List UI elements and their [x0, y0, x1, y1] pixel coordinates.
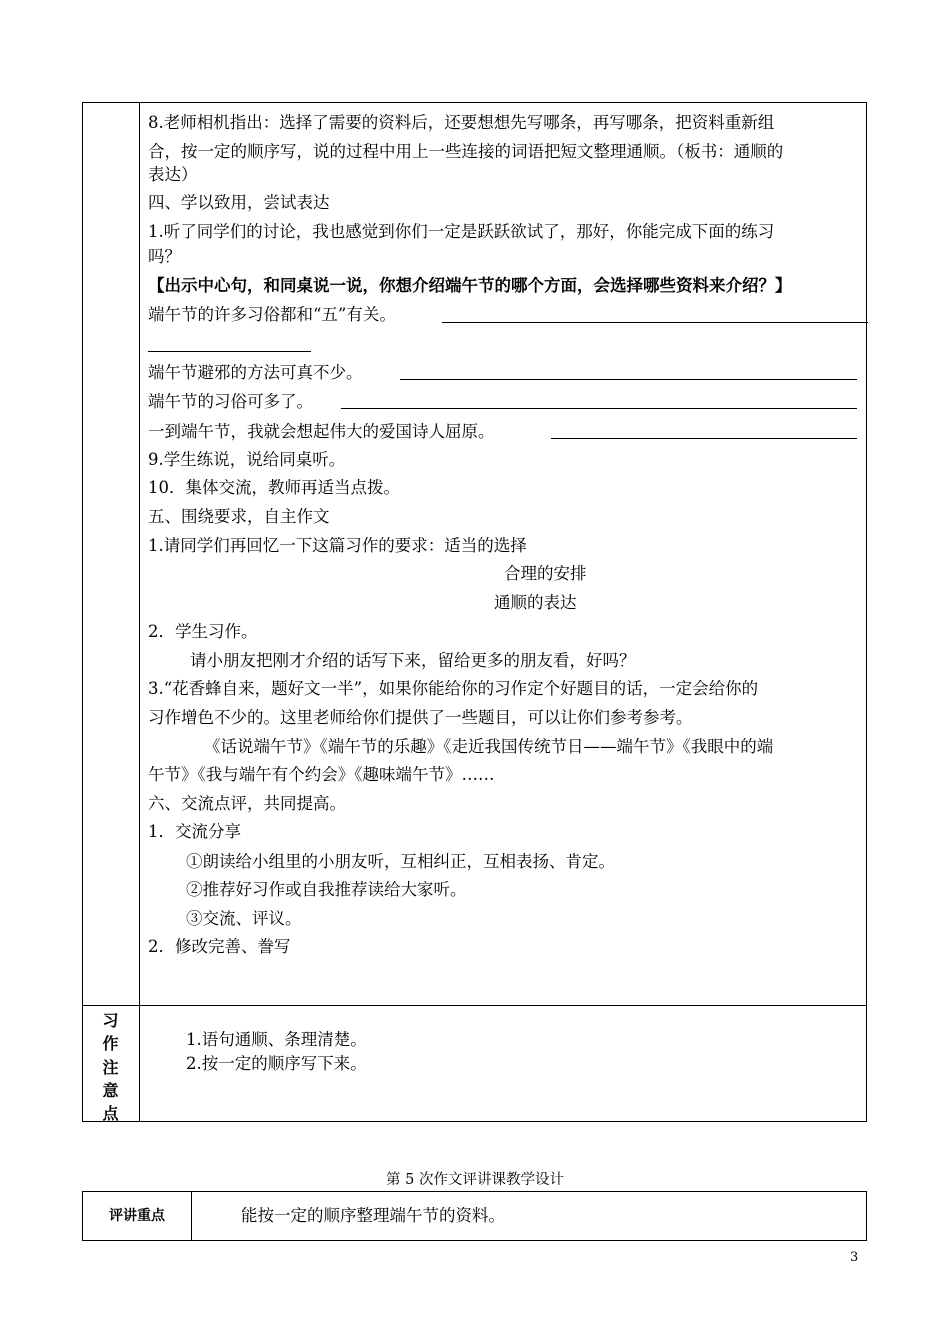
review-text: 能按一定的顺序整理端午节的资料。: [241, 1206, 505, 1225]
lesson-line: 六、交流点评，共同提高。: [148, 794, 346, 813]
lesson-line: 1.听了同学们的讨论，我也感觉到你们一定是跃跃欲试了，那好，你能完成下面的练习: [148, 222, 775, 241]
lesson-line: ③交流、评议。: [186, 909, 302, 928]
lesson-table: [82, 102, 867, 1122]
lesson-line: 五、围绕要求，自主作文: [148, 507, 330, 526]
lesson-line: 【出示中心句，和同桌说一说，你想介绍端午节的哪个方面，会选择哪些资料来介绍？】: [148, 276, 792, 295]
lesson-line: 午节》《我与端午有个约会》《趣味端午节》……: [148, 765, 495, 784]
lesson-line: 1．交流分享: [148, 822, 241, 841]
lesson-line: ②推荐好习作或自我推荐读给大家听。: [186, 880, 467, 899]
notes-label-char: 注: [102, 1058, 119, 1077]
review-table-divider: [191, 1192, 192, 1240]
lesson-line: 8.老师相机指出：选择了需要的资料后，还要想想先写哪条，再写哪条，把资料重新组: [148, 113, 775, 132]
lesson-line: 四、学以致用，尝试表达: [148, 193, 330, 212]
notes-label-char: 作: [102, 1034, 119, 1053]
lesson-line: 合，按一定的顺序写，说的过程中用上一些连接的词语把短文整理通顺。（板书：通顺的: [148, 142, 784, 161]
lesson-line: 请小朋友把刚才介绍的话写下来，留给更多的朋友看，好吗？: [190, 651, 636, 670]
lesson-line: 一到端午节，我就会想起伟大的爱国诗人屈原。: [148, 422, 495, 441]
lesson-line: 端午节的习俗可多了。: [148, 392, 313, 411]
lesson-line: 习作增色不少的。这里老师给你们提供了一些题目，可以让你们参考参考。: [148, 708, 693, 727]
section-subtitle: 第 5 次作文评讲课教学设计: [386, 1172, 564, 1188]
lesson-line: 吗？: [148, 247, 181, 266]
notes-label: [82, 1005, 139, 1122]
notes-list: [186, 1028, 367, 1076]
lesson-line: 端午节的许多习俗都和“五”有关。: [148, 305, 396, 324]
answer-blank: [400, 379, 857, 380]
notes-label-char: 意: [102, 1081, 119, 1100]
lesson-line: 9.学生练说，说给同桌听。: [148, 450, 346, 469]
lesson-line: 合理的安排: [504, 564, 587, 583]
lesson-line: 2．学生习作。: [148, 622, 258, 641]
table-divider-horizontal: [82, 1005, 867, 1006]
answer-blank: [551, 438, 857, 439]
lesson-line: 通顺的表达: [494, 593, 577, 612]
answer-blank: [442, 322, 868, 323]
lesson-line: 表达）: [148, 165, 198, 184]
answer-blank: [341, 408, 857, 409]
answer-blank: [148, 351, 311, 352]
review-table: [82, 1191, 867, 1241]
lesson-line: 1.请同学们再回忆一下这篇习作的要求：适当的选择: [148, 536, 527, 555]
lesson-line: 端午节避邪的方法可真不少。: [148, 363, 363, 382]
review-label: 评讲重点: [109, 1208, 165, 1224]
lesson-line: 《话说端午节》《端午节的乐趣》《走近我国传统节日——端午节》《我眼中的端: [204, 737, 774, 756]
notes-label-char: 习: [102, 1011, 119, 1030]
lesson-line: 10．集体交流，教师再适当点拨。: [148, 478, 400, 497]
lesson-line: ①朗读给小组里的小朋友听，互相纠正，互相表扬、肯定。: [186, 852, 615, 871]
table-divider-vertical: [139, 102, 140, 1122]
note-item: 1.语句通顺、条理清楚。: [186, 1030, 367, 1049]
page-number: 3: [850, 1250, 859, 1265]
lesson-line: 2．修改完善、誊写: [148, 937, 291, 956]
notes-label-char: 点: [102, 1104, 119, 1123]
lesson-line: 3.“花香蜂自来，题好文一半”，如果你能给你的习作定个好题目的话，一定会给你的: [148, 679, 759, 698]
note-item: 2.按一定的顺序写下来。: [186, 1054, 367, 1073]
